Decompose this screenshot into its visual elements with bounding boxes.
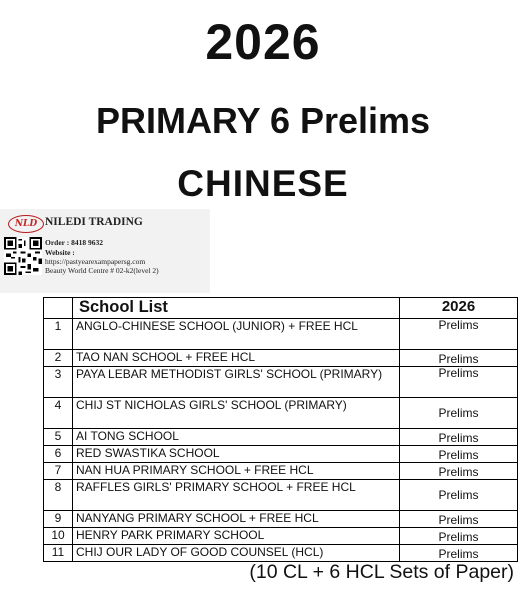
row-number: 7 xyxy=(44,463,73,480)
paper-status: Prelims xyxy=(400,398,518,429)
seller-stamp xyxy=(0,209,210,293)
row-number: 11 xyxy=(44,545,73,562)
row-number: 9 xyxy=(44,511,73,528)
paper-status: Prelims xyxy=(400,350,518,367)
nld-logo: NLD xyxy=(8,215,44,233)
school-name: HENRY PARK PRIMARY SCHOOL xyxy=(73,528,400,545)
row-number: 2 xyxy=(44,350,73,367)
school-name: PAYA LEBAR METHODIST GIRLS' SCHOOL (PRIMARY) xyxy=(73,367,400,398)
table-row xyxy=(44,398,518,429)
paper-status: Prelims xyxy=(400,446,518,463)
table-row xyxy=(44,429,518,446)
school-name: TAO NAN SCHOOL + FREE HCL xyxy=(73,350,400,367)
paper-status: Prelims xyxy=(400,319,518,350)
school-name: ANGLO-CHINESE SCHOOL (JUNIOR) + FREE HCL xyxy=(73,319,400,350)
header-year: 2026 xyxy=(400,298,518,319)
row-number: 1 xyxy=(44,319,73,350)
row-number: 10 xyxy=(44,528,73,545)
row-number: 3 xyxy=(44,367,73,398)
school-name: RAFFLES GIRLS' PRIMARY SCHOOL + FREE HCL xyxy=(73,480,400,511)
paper-status: Prelims xyxy=(400,480,518,511)
stamp-website-label: Website : xyxy=(45,248,75,257)
table-row xyxy=(44,446,518,463)
table-row xyxy=(44,528,518,545)
table-row xyxy=(44,480,518,511)
document-subject: CHINESE xyxy=(177,163,349,204)
paper-status: Prelims xyxy=(400,511,518,528)
paper-status: Prelims xyxy=(400,545,518,562)
school-name: RED SWASTIKA SCHOOL xyxy=(73,446,400,463)
document-year: 2026 xyxy=(205,14,321,70)
school-name: CHIJ OUR LADY OF GOOD COUNSEL (HCL) xyxy=(73,545,400,562)
school-name: NAN HUA PRIMARY SCHOOL + FREE HCL xyxy=(73,463,400,480)
stamp-brand: NILEDI TRADING xyxy=(45,216,143,228)
stamp-website-url[interactable]: https://pastyearexampapersg.com xyxy=(45,257,146,266)
stamp-order: Order : 8418 9632 xyxy=(45,238,103,247)
school-name: CHIJ ST NICHOLAS GIRLS' SCHOOL (PRIMARY) xyxy=(73,398,400,429)
header-school-list: School List xyxy=(73,298,400,319)
table-row xyxy=(44,511,518,528)
table-header-row xyxy=(44,298,518,319)
document-level: PRIMARY 6 Prelims xyxy=(95,100,431,141)
row-number: 5 xyxy=(44,429,73,446)
row-number: 4 xyxy=(44,398,73,429)
table-row xyxy=(44,319,518,350)
table-row xyxy=(44,350,518,367)
school-list-table xyxy=(43,297,518,562)
paper-status: Prelims xyxy=(400,463,518,480)
stamp-address: Beauty World Centre # 02-k2(level 2) xyxy=(45,266,159,275)
paper-set-summary: (10 CL + 6 HCL Sets of Paper) xyxy=(249,561,514,583)
school-name: NANYANG PRIMARY SCHOOL + FREE HCL xyxy=(73,511,400,528)
paper-status: Prelims xyxy=(400,367,518,398)
table-row xyxy=(44,463,518,480)
paper-status: Prelims xyxy=(400,429,518,446)
row-number: 6 xyxy=(44,446,73,463)
table-row xyxy=(44,545,518,562)
school-name: AI TONG SCHOOL xyxy=(73,429,400,446)
table-row xyxy=(44,367,518,398)
row-number: 8 xyxy=(44,480,73,511)
qr-code-icon xyxy=(4,237,42,275)
header-number-cell xyxy=(44,298,73,319)
paper-status: Prelims xyxy=(400,528,518,545)
